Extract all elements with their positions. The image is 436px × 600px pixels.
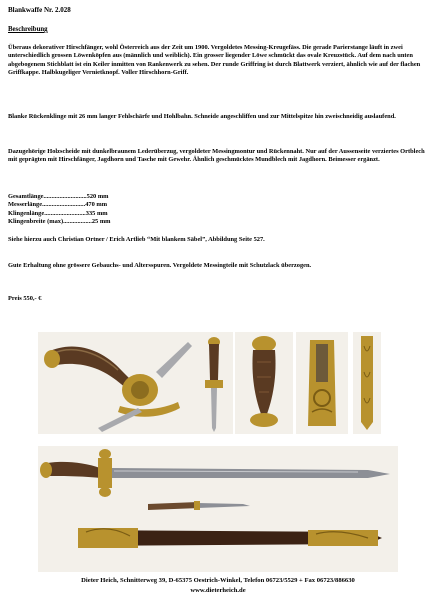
description-paragraph-2: Blanke Rückenklinge mit 26 mm langer Fehlschärfe und Hohlbahn. Schneide angeschliffen und zur Mittelspitze hin zweischneidig auslaufend. (8, 113, 396, 120)
condition-paragraph: Gute Erhaltung ohne grössere Gebauchs- und Altersspuren. Vergoldete Messingteile mit Schutzlack überzogen. (8, 262, 312, 269)
item-title: Blankwaffe Nr. 2.028 (8, 6, 71, 14)
scabbard-chape-photo (353, 332, 381, 434)
spec-total-length: Gesamtlänge...........................520 mm (8, 193, 109, 200)
footer-address: Dieter Heich, Schnitterweg 39, D-65375 Oestrich-Winkel, Telefon 06723/5529 + Fax 06723/886630 (81, 577, 355, 584)
description-paragraph-1: Überaus dekorativer Hirschfänger, wohl Österreich aus der Zeit um 1900. Vergoldetes Messing-Kreugefäss. Die gerade Parierstange läuft in zwei unterschiedlich grossen Löwenköpfen aus (männlich und weiblich). Ein grosser liegender Löwe schmückt das ovale Kreuzstück. Auf dem nach unten abgebogenem Stichblatt ist ein Keiler inmitten von Rankenwerk zu sehen. Der runde Griffring ist durch Blattwerk verziert, ähnlich wie auf der flachen Griffkappe. Halbkugeliger Vernietknopf. Voller Hirschhorn-Griff. (8, 44, 421, 77)
full-weapon-photo (38, 446, 398, 572)
footer-website[interactable]: www.dieterheich.de (190, 587, 246, 594)
spec-blade-length: Klingenlänge..........................335 mm (8, 209, 108, 217)
price-label: Preis 550,- € (8, 295, 42, 302)
hilt-photo (38, 332, 198, 434)
reference-paragraph: Siehe hierzu auch Christian Ortner / Erich Artlieb “Mit blankem Säbel”, Abbildung Seite 527. (8, 236, 265, 243)
spec-knife-length: Messerlänge...........................470 mm (8, 201, 108, 209)
scabbard-mouth-photo (296, 332, 348, 434)
spec-blade-width: Klingenbreite (max)..................25 mm (8, 218, 111, 226)
grip-side-photo (195, 332, 233, 434)
specifications-list (8, 193, 268, 227)
section-heading: Beschreibung (8, 26, 48, 33)
grip-detail-photo (235, 332, 293, 434)
description-paragraph-3: Dazugehörige Holzscheide mit dunkelbraunem Lederüberzug, vergoldeter Messingmontur und Rückennaht. Nur auf der Aussenseite verziertes Ortblech mit geprägten mit Hirschfänger, Jagdhorn und Tasche mit Gewehr. Ähnlich geschmücktes Mundblech mit Jagdhorn. Beimesser ergänzt. (8, 148, 425, 164)
